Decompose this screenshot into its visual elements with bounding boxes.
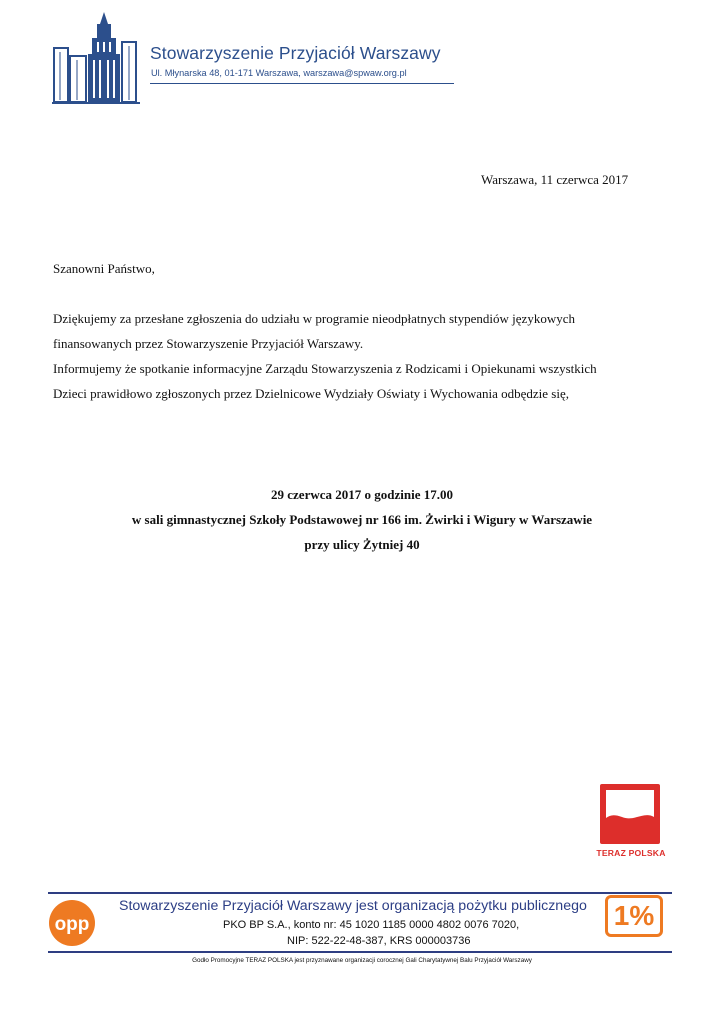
palace-of-culture-skyline-icon (52, 12, 142, 106)
footer-footnote: Godło Promocyjne TERAZ POLSKA jest przyznawane organizacji corocznej Gali Charytatywnej Balu Przyjaciół Warszawy (192, 957, 532, 964)
footer-bottom-rule (48, 951, 672, 953)
footer-top-rule (48, 892, 672, 894)
paragraph-line: Informujemy że spotkanie informacyjne Zarządu Stowarzyszenia z Rodzicami i Opiekunami wszystkich (53, 361, 597, 376)
paragraph-line: Dzieci prawidłowo zgłoszonych przez Dzielnicowe Wydziały Oświaty i Wychowania odbędzie się, (53, 386, 569, 401)
opp-badge-icon (47, 899, 97, 952)
header-divider (150, 83, 454, 84)
event-venue: w sali gimnastycznej Szkoły Podstawowej nr 166 im. Żwirki i Wigury w Warszawie (131, 512, 593, 527)
event-date-time: 29 czerwca 2017 o godzinie 17.00 (271, 487, 453, 502)
organization-name: Stowarzyszenie Przyjaciół Warszawy (150, 43, 441, 63)
paragraph-line: Dziękujemy za przesłane zgłoszenia do udziału w programie nieodpłatnych stypendiów językowych (53, 311, 575, 326)
event-street: przy ulicy Żytniej 40 (304, 537, 420, 552)
teraz-polska-flag-icon (600, 784, 660, 844)
footer-nip-krs: NIP: 522-22-48-387, KRS 000003736 (287, 935, 471, 947)
teraz-polska-caption: TERAZ POLSKA (596, 848, 666, 858)
letter-salutation: Szanowni Państwo, (53, 261, 155, 276)
footer-bank-account: PKO BP S.A., konto nr: 45 1020 1185 0000 4802 0076 7020, (223, 919, 520, 931)
organization-address: Ul. Młynarska 48, 01-171 Warszawa, warszawa@spwaw.org.pl (151, 68, 407, 78)
letter-date: Warszawa, 11 czerwca 2017 (481, 172, 629, 187)
one-percent-badge: 1% (605, 895, 663, 937)
footer-org-status: Stowarzyszenie Przyjaciół Warszawy jest organizacją pożytku publicznego (119, 898, 587, 914)
paragraph-line: finansowanych przez Stowarzyszenie Przyjaciół Warszawy. (53, 336, 364, 351)
opp-badge-label: opp (54, 914, 90, 935)
